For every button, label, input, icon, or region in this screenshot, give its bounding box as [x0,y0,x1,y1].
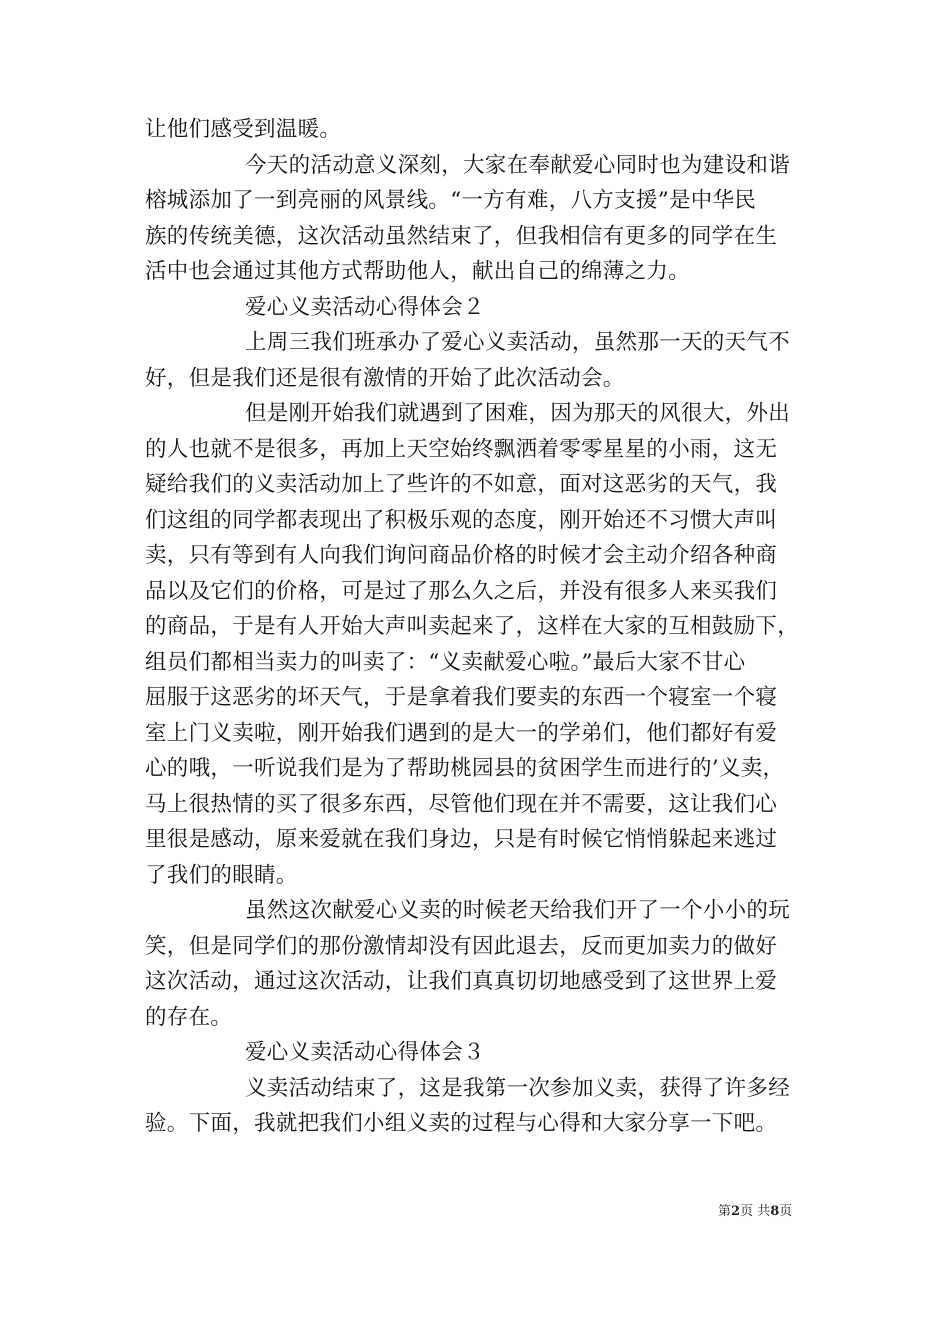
text-line: 心的哦，一听说我们是为了帮助桃园县的贫困学生而进行的’义卖， [145,756,785,781]
text-line: 活中也会通过其他方式帮助他人，献出自己的绵薄之力。 [145,259,691,284]
text-line: 但是刚开始我们就遇到了困难，因为那天的风很大，外出 [245,401,791,426]
section-heading: 爱心义卖活动心得体会２ [245,294,485,320]
text-line: 的存在。 [145,1004,233,1030]
footer-middle: 页 共 [740,1204,771,1219]
text-line: 这次活动，通过这次活动，让我们真真切切地感受到了这世界上爱 [145,969,778,994]
text-line: 马上很热情的买了很多东西，尽管他们现在并不需要，这让我们心 [145,791,778,817]
footer-prefix: 第 [718,1204,732,1219]
current-page-number: 2 [731,1204,741,1219]
text-line: 让他们感受到温暖。 [145,117,342,142]
total-page-count: 8 [770,1204,780,1219]
text-line: 上周三我们班承办了爱心义卖活动，虽然那一天的天气不 [245,330,791,355]
text-line: 的人也就不是很多，再加上天空始终飘洒着零零星星的小雨，这无 [145,436,778,462]
text-line: 虽然这次献爱心义卖的时候老天给我们开了一个小小的玩 [245,898,791,923]
text-line: 笑，但是同学们的那份激情却没有因此退去，反而更加卖力的做好 [145,933,778,959]
text-line: 里很是感动，原来爱就在我们身边，只是有时候它悄悄躲起来逃过 [145,827,778,852]
text-line: 屈服于这恶劣的坏天气，于是拿着我们要卖的东西一个寝室一个寝 [145,685,778,710]
body-text [145,112,810,1142]
text-line: 族的传统美德，这次活动虽然结束了，但我相信有更多的同学在生 [145,223,778,249]
text-line: 疑给我们的义卖活动加上了些许的不如意，面对这恶劣的天气，我 [145,472,778,497]
text-line: 组员们都相当卖力的叫卖了：“义卖献爱心啦。”最后大家不甘心 [145,649,746,675]
text-line: 今天的活动意义深刻，大家在奉献爱心同时也为建设和谐 [245,152,791,178]
text-line: 们这组的同学都表现出了积极乐观的态度，刚开始还不习惯大声叫 [145,507,778,533]
text-line: 好，但是我们还是很有激情的开始了此次活动会。 [145,365,625,391]
section-heading: 爱心义卖活动心得体会３ [245,1040,485,1065]
text-line: 验。下面，我就把我们小组义卖的过程与心得和大家分享一下吧。 [145,1111,778,1136]
text-line: 榕城添加了一到亮丽的风景线。“一方有难，八方支援”是中华民 [145,188,757,213]
text-line: 义卖活动结束了，这是我第一次参加义卖，获得了许多经 [245,1075,791,1101]
text-line: 了我们的眼睛。 [145,862,298,888]
page-footer [718,1204,792,1220]
text-line: 室上门义卖啦，刚开始我们遇到的是大一的学弟们，他们都好有爱 [145,720,778,746]
text-line: 的商品，于是有人开始大声叫卖起来了，这样在大家的互相鼓励下， [145,614,800,639]
text-line: 卖，只有等到有人向我们询问商品价格的时候才会主动介绍各种商 [145,543,778,568]
footer-suffix: 页 [779,1204,793,1219]
text-line: 品以及它们的价格，可是过了那么久之后，并没有很多人来买我们 [145,578,778,604]
